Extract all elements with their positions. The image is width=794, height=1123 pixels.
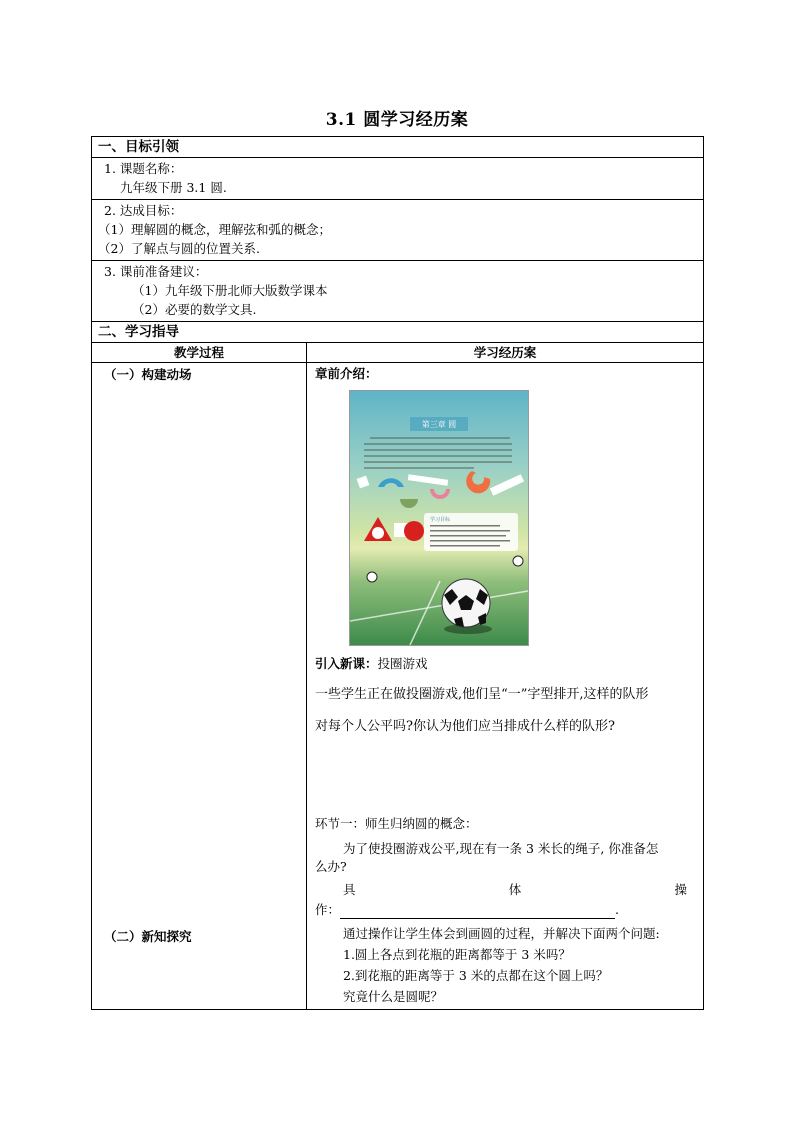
intro-para-line: 一些学生正在做投圈游戏,他们呈“一”字型排开,这样的队形 <box>315 687 649 702</box>
question-line: 为了使投圈游戏公平,现在有一条 3 米长的绳子, 你准备怎 <box>343 841 659 856</box>
goals-label: 2. 达成目标： <box>104 203 183 218</box>
col-header-experience: 学习经历案 <box>307 343 704 363</box>
experience-column <box>307 363 704 1010</box>
goal-line: （2）了解点与圆的位置关系. <box>98 241 260 256</box>
step1-heading: 环节一：师生归纳圆的概念： <box>315 816 478 831</box>
question-3: 究竟什么是圆呢？ <box>343 989 444 1004</box>
study-table <box>91 136 704 1010</box>
topic-value: 九年级下册 3.1 圆. <box>120 180 227 195</box>
intro-paragraph <box>315 679 697 743</box>
op-char: 体 <box>508 882 522 897</box>
prep-block <box>92 261 704 322</box>
chapter-cover-image <box>349 390 529 646</box>
operation-label-spread <box>315 881 697 899</box>
question-line-2: 么办? <box>315 859 347 874</box>
goal-line: （1）理解圆的概念，理解弦和弧的概念； <box>98 222 331 237</box>
op-end: . <box>615 902 619 917</box>
stage-label-2: （二）新知探究 <box>104 929 192 944</box>
intro-label: 引入新课： <box>315 656 378 671</box>
section-guide-heading: 二、学习指导 <box>92 322 704 343</box>
chapter-intro-label: 章前介绍： <box>315 366 378 381</box>
cover-illustration <box>350 391 528 645</box>
question-2: 2.到花瓶的距离等于 3 米的点都在这个圆上吗？ <box>343 968 609 983</box>
process-column <box>92 363 307 1010</box>
section-goals-heading: 一、目标引领 <box>92 137 704 158</box>
col-header-process: 教学过程 <box>92 343 307 363</box>
page-title: 3.1 圆学习经历案 <box>325 110 469 130</box>
topic-label: 1. 课题名称： <box>104 161 183 176</box>
operation-blank[interactable] <box>340 905 615 919</box>
explore-line: 通过操作让学生体会到画圆的过程，并解决下面两个问题: <box>343 926 660 941</box>
intro-line <box>315 655 697 673</box>
question-paragraph <box>315 840 697 858</box>
prep-label: 3. 课前准备建议： <box>104 264 208 279</box>
op-char: 具 <box>343 882 356 897</box>
stage-label-1: （一）构建动场 <box>104 367 192 382</box>
question-1: 1.圆上各点到花瓶的距离都等于 3 米吗？ <box>343 947 571 962</box>
op-label: 作： <box>315 902 341 917</box>
intro-value: 投圈游戏 <box>377 656 428 671</box>
operation-line <box>315 901 697 919</box>
intro-para-line: 对每个人公平吗?你认为他们应当排成什么样的队形? <box>315 719 615 734</box>
prep-line: （2）必要的数学文具. <box>132 302 257 317</box>
cover-chapter-title: 第三章 圆 <box>421 420 457 429</box>
topic-block <box>92 158 704 200</box>
goals-block <box>92 200 704 261</box>
cover-goals-title: 学习目标 <box>430 517 451 523</box>
op-char: 操 <box>674 882 687 897</box>
prep-line: （1）九年级下册北师大版数学课本 <box>132 283 328 298</box>
